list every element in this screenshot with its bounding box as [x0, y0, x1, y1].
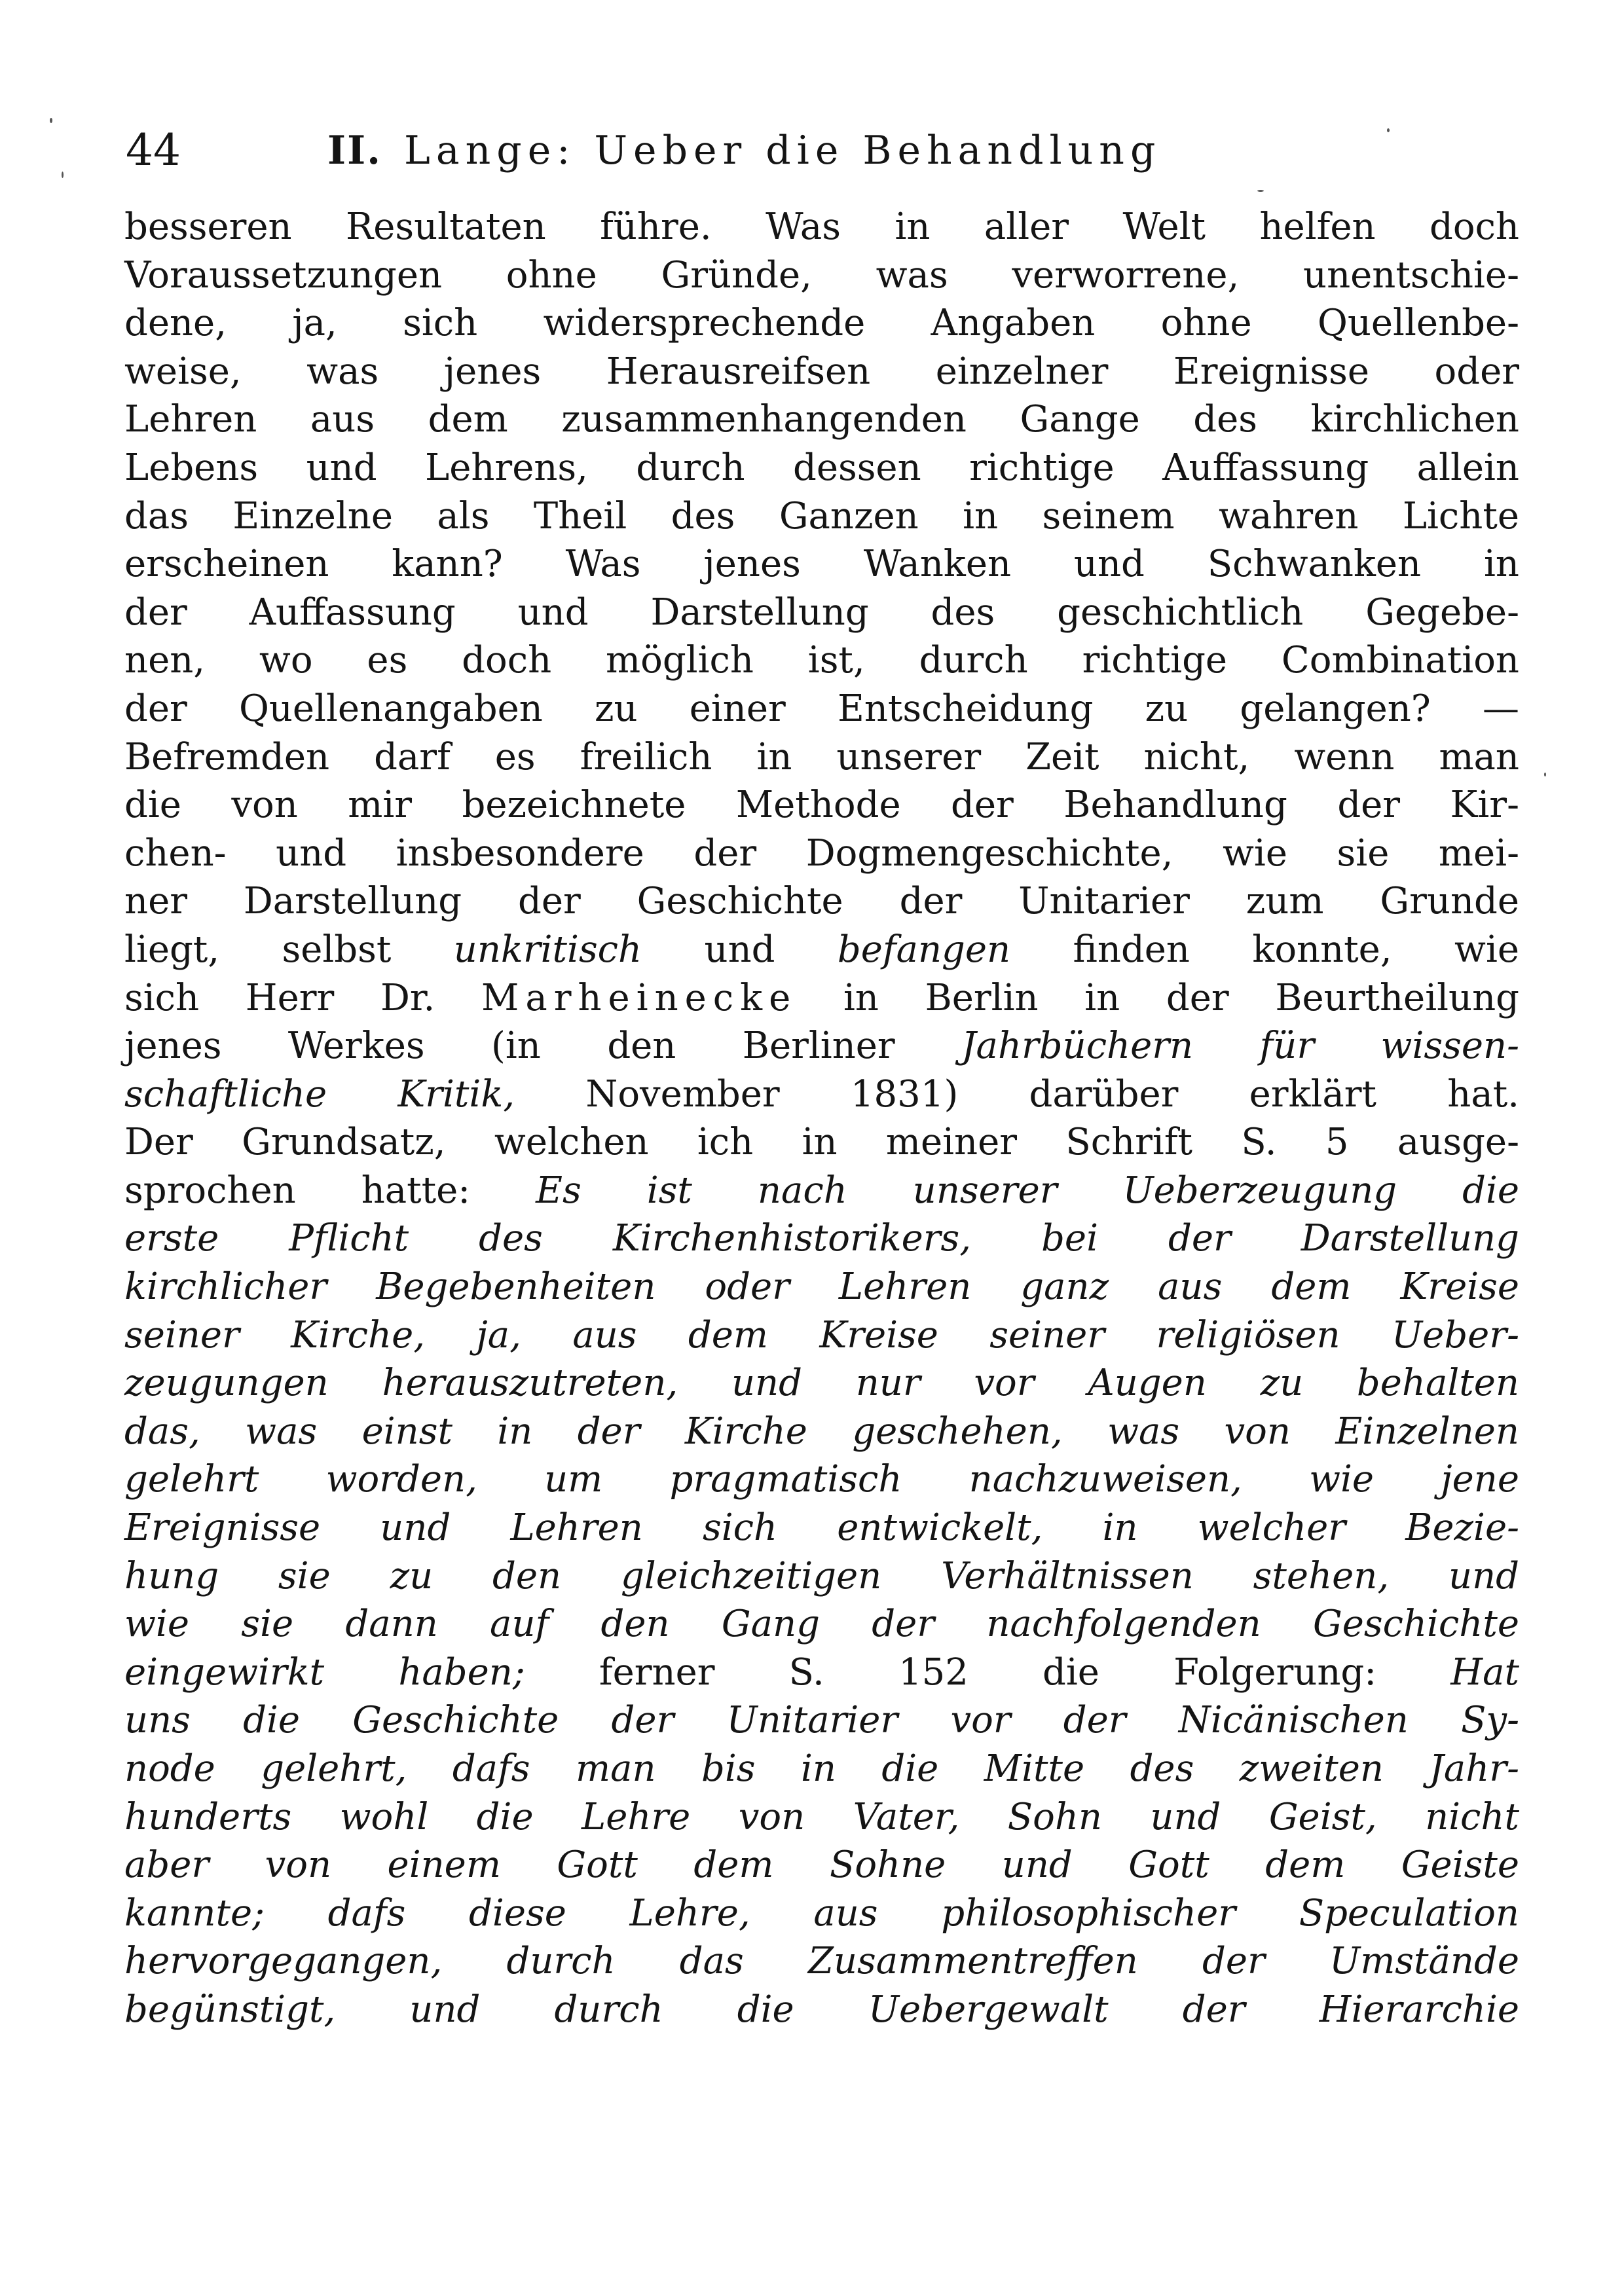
running-title [327, 121, 1161, 180]
italic-text: kannte; dafs diese Lehre, aus philosophischer Speculation [124, 1891, 1519, 1935]
body-text [124, 203, 1519, 2034]
text-line [124, 926, 1519, 974]
italic-text: Hat [1450, 1650, 1519, 1694]
print-speck [1544, 773, 1546, 776]
text-line [124, 1263, 1519, 1311]
page-number: 44 [126, 125, 181, 175]
text-segment: und [642, 928, 838, 971]
text-segment: jenes Werkes (in den Berliner [124, 1025, 962, 1068]
italic-text: kirchlicher Begebenheiten oder Lehren ganz aus dem Kreise [124, 1266, 1519, 1309]
text-line [124, 1793, 1519, 1842]
italic-text: erste Pflicht des Kirchenhistorikers, bei der Darstellung [124, 1217, 1519, 1260]
text-segment: ner Darstellung der Geschichte der Unitarier zum Grunde [124, 880, 1519, 923]
print-speck [50, 118, 52, 123]
print-speck [1387, 128, 1390, 132]
italic-text: aber von einem Gott dem Sohne und Gott dem Geiste [124, 1844, 1519, 1887]
text-line [124, 1022, 1519, 1070]
text-segment: der Auffassung und Darstellung des geschichtlich Gegebe- [124, 591, 1519, 634]
italic-text: zeugungen herauszutreten, und nur vor Augen zu behalten [124, 1362, 1519, 1405]
text-segment: der Quellenangaben zu einer Entscheidung zu gelangen? — [124, 687, 1519, 730]
text-line [124, 1455, 1519, 1504]
text-line [124, 781, 1519, 829]
text-line [124, 540, 1519, 589]
text-line [124, 1408, 1519, 1456]
text-line [124, 1311, 1519, 1360]
text-line [124, 1937, 1519, 1986]
text-line [124, 1841, 1519, 1889]
text-line [124, 829, 1519, 878]
text-segment: in Berlin in der Beurtheilung [797, 976, 1519, 1019]
italic-text: Ereignisse und Lehren sich entwickelt, in welcher Bezie- [124, 1506, 1519, 1550]
italic-text: seiner Kirche, ja, aus dem Kreise seiner religiösen Ueber- [124, 1313, 1519, 1357]
text-line [124, 974, 1519, 1023]
text-line [124, 1745, 1519, 1793]
text-line [124, 348, 1519, 396]
text-line [124, 1118, 1519, 1167]
text-line [124, 299, 1519, 348]
italic-text: Jahrbüchern für wissen- [961, 1025, 1519, 1068]
italic-text: begünstigt, und durch die Uebergewalt der Hierarchie [124, 1988, 1519, 2031]
text-line [124, 1167, 1519, 1215]
text-line [124, 1359, 1519, 1408]
text-line [124, 1214, 1519, 1263]
text-line [124, 1600, 1519, 1649]
text-segment: Voraussetzungen ohne Gründe, was verworrene, unentschie- [124, 253, 1519, 297]
italic-text: uns die Geschichte der Unitarier vor der Nicänischen Sy- [124, 1699, 1519, 1742]
text-line [124, 251, 1519, 300]
text-segment: weise, was jenes Herausreifsen einzelner Ereignisse oder [124, 350, 1519, 393]
text-segment: nen, wo es doch möglich ist, durch richtige Combination [124, 639, 1519, 682]
print-speck [62, 172, 64, 178]
italic-text: hervorgegangen, durch das Zusammentreffen der Umstände [124, 1940, 1519, 1983]
text-line [124, 1696, 1519, 1745]
text-segment: die von mir bezeichnete Methode der Behandlung der Kir- [124, 784, 1519, 827]
text-segment: besseren Resultaten führe. Was in aller Welt helfen doch [124, 206, 1519, 248]
italic-text: schaftliche Kritik, [124, 1072, 515, 1116]
spaced-name: Marheinecke [481, 976, 798, 1019]
italic-text: das, was einst in der Kirche geschehen, was von Einzelnen [124, 1410, 1519, 1453]
text-line [124, 589, 1519, 637]
italic-text: gelehrt worden, um pragmatisch nachzuweisen, wie jene [124, 1458, 1519, 1501]
text-segment: chen- und insbesondere der Dogmengeschichte, wie sie mei- [124, 831, 1519, 875]
italic-text: hung sie zu den gleichzeitigen Verhältnissen stehen, und [124, 1554, 1519, 1597]
text-segment: Der Grundsatz, welchen ich in meiner Schrift S. 5 ausge- [124, 1121, 1519, 1164]
text-line [124, 492, 1519, 541]
italic-text: Es ist nach unserer Ueberzeugung die [536, 1169, 1519, 1212]
text-segment: dene, ja, sich widersprechende Angaben ohne Quellenbe- [124, 302, 1519, 345]
text-segment: liegt, selbst [124, 928, 454, 971]
text-line [124, 685, 1519, 733]
italic-text: wie sie dann auf den Gang der nachfolgenden Geschichte [124, 1603, 1519, 1646]
italic-text: node gelehrt, dafs man bis in die Mitte des zweiten Jahr- [124, 1747, 1519, 1790]
text-segment: Lebens und Lehrens, durch dessen richtige Auffassung allein [124, 446, 1519, 489]
text-line [124, 203, 1519, 251]
text-line [124, 877, 1519, 926]
section-number: II. [327, 128, 382, 173]
italic-text: eingewirkt haben; [124, 1650, 525, 1694]
text-segment: sich Herr Dr. [124, 976, 481, 1019]
italic-text: befangen [837, 928, 1011, 971]
running-head [118, 121, 1362, 180]
text-line [124, 733, 1519, 782]
text-line [124, 1649, 1519, 1697]
italic-text: hunderts wohl die Lehre von Vater, Sohn und Geist, nicht [124, 1795, 1519, 1838]
text-segment: November 1831) darüber erklärt hat. [515, 1072, 1520, 1116]
text-line [124, 636, 1519, 685]
text-line [124, 1504, 1519, 1552]
text-segment: Befremden darf es freilich in unserer Zeit nicht, wenn man [124, 735, 1519, 778]
running-title-text: Lange: Ueber die Behandlung [404, 128, 1162, 173]
text-segment: Lehren aus dem zusammenhangenden Gange des kirchlichen [124, 398, 1519, 441]
text-segment: erscheinen kann? Was jenes Wanken und Schwanken in [124, 543, 1519, 586]
text-line [124, 444, 1519, 492]
text-segment: finden konnte, wie [1010, 928, 1519, 971]
text-segment: ferner S. 152 die Folgerung: [525, 1650, 1451, 1694]
text-line [124, 1986, 1519, 2034]
print-speck [1257, 190, 1264, 192]
text-line [124, 1552, 1519, 1601]
text-segment: das Einzelne als Theil des Ganzen in seinem wahren Lichte [124, 494, 1519, 538]
text-segment: sprochen hatte: [124, 1169, 536, 1212]
text-line [124, 395, 1519, 444]
text-line [124, 1070, 1519, 1119]
text-line [124, 1889, 1519, 1938]
italic-text: unkritisch [453, 928, 642, 971]
